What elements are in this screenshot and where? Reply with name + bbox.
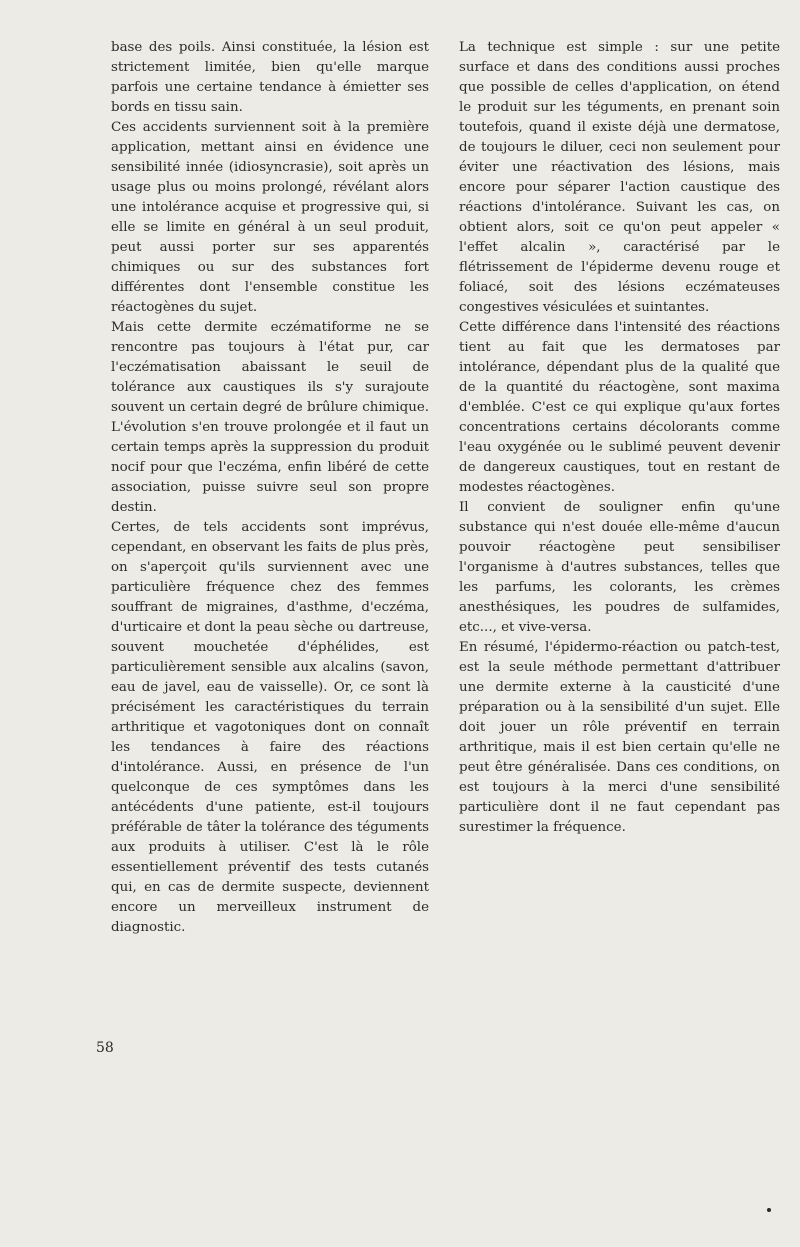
paragraph: base des poils. Ainsi constituée, la lésion est strictement limitée, bien qu'elle marque parfois une certaine tendance à émietter ses bords en tissu sain. <box>111 40 429 115</box>
left-text-column <box>111 38 429 938</box>
print-speck <box>767 1208 771 1212</box>
paragraph: Il convient de souligner enfin qu'une substance qui n'est douée elle-même d'aucun pouvoir réactogène peut sensibiliser l'organisme à d'autres substances, telles que les parfums, les colorants, les crèmes anesthésiques, les poudres de sulfamides, etc..., et vive-versa. <box>459 500 780 635</box>
page-number: 58 <box>96 1040 114 1056</box>
paragraph: Mais cette dermite eczématiforme ne se rencontre pas toujours à l'état pur, car l'eczématisation abaissant le seuil de tolérance aux caustiques ils s'y surajoute souvent un certain degré de brûlure chimique. L'évolution s'en trouve prolongée et il faut un certain temps après la suppression du produit nocif pour que l'eczéma, enfin libéré de cette association, puisse suivre seul son propre destin. <box>111 320 429 515</box>
paragraph: Certes, de tels accidents sont imprévus, cependant, en observant les faits de plus près, on s'aperçoit qu'ils surviennent avec une particulière fréquence chez des femmes souffrant de migraines, d'asthme, d'eczéma, d'urticaire et dont la peau sèche ou dartreuse, souvent mouchetée d'éphélides, est particulièrement sensible aux alcalins (savon, eau de javel, eau de vaisselle). Or, ce sont là précisément les caractéristiques du terrain arthritique et vagotoniques dont on connaît les tendances à faire des réactions d'intolérance. Aussi, en présence de l'un quelconque de ces symptômes dans les antécédents d'une patiente, est-il toujours préférable de tâter la tolérance des téguments aux produits à utiliser. C'est là le rôle essentiellement préventif des tests cutanés qui, en cas de dermite suspecte, deviennent encore un merveilleux instrument de diagnostic. <box>111 520 429 935</box>
right-text-column <box>459 38 780 838</box>
paragraph: Ces accidents surviennent soit à la première application, mettant ainsi en évidence une sensibilité innée (idiosyncrasie), soit après un usage plus ou moins prolongé, révélant alors une intolérance acquise et progressive qui, si elle se limite en général à un seul produit, peut aussi porter sur ses apparentés chimiques ou sur des substances fort différentes dont l'ensemble constitue les réactogènes du sujet. <box>111 120 429 315</box>
paragraph: En résumé, l'épidermo-réaction ou patch-test, est la seule méthode permettant d'attribuer une dermite externe à la causticité d'une préparation ou à la sensibilité d'un sujet. Elle doit jouer un rôle préventif en terrain arthritique, mais il est bien certain qu'elle ne peut être généralisée. Dans ces conditions, on est toujours à la merci d'une sensibilité particulière dont il ne faut cependant pas surestimer la fréquence. <box>459 640 780 835</box>
paragraph: La technique est simple : sur une petite surface et dans des conditions aussi proches que possible de celles d'application, on étend le produit sur les téguments, en prenant soin toutefois, quand il existe déjà une dermatose, de toujours le diluer, ceci non seulement pour éviter une réactivation des lésions, mais encore pour séparer l'action caustique des réactions d'intolérance. Suivant les cas, on obtient alors, soit ce qu'on peut appeler « l'effet alcalin », caractérisé par le flétrissement de l'épiderme devenu rouge et foliacé, soit des lésions eczémateuses congestives vésiculées et suintantes. <box>459 40 780 315</box>
paragraph: Cette différence dans l'intensité des réactions tient au fait que les dermatoses par intolérance, dépendant plus de la qualité que de la quantité du réactogène, sont maxima d'emblée. C'est ce qui explique qu'aux fortes concentrations certains décolorants comme l'eau oxygénée ou le sublimé peuvent devenir de dangereux caustiques, tout en restant de modestes réactogènes. <box>459 320 780 495</box>
